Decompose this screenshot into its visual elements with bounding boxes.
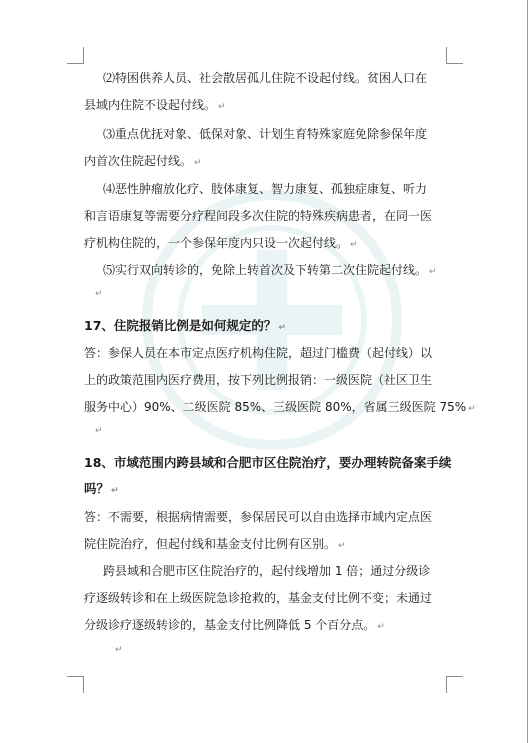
- text-line: 跨县域和合肥市区住院治疗的，起付线增加 1 倍；通过分级诊: [103, 564, 431, 578]
- text-line: ⑵特困供养人员、社会散居孤儿住院不设起付线。贫困人口在: [103, 71, 428, 85]
- empty-paragraph-mark: ↵: [95, 426, 103, 436]
- empty-paragraph-mark: ↵: [115, 645, 123, 655]
- question-heading-17: 17、住院报销比例是如何规定的？ ↵: [84, 318, 286, 333]
- text-line: 疗逐级转诊和在上级医院急诊抢救的，基金支付比例不变；未通过: [84, 591, 433, 605]
- text-line: 上的政策范围内医疗费用，按下列比例报销：一级医院（社区卫生: [84, 373, 433, 387]
- crop-mark-bottom-left: [67, 676, 84, 693]
- text-line: 答：参保人员在本市定点医疗机构住院，超过门槛费（起付线）以: [84, 346, 433, 360]
- text-line: 服务中心）90%、二级医院 85%、三级医院 80%，省属三级医院 75% ↵: [84, 400, 476, 414]
- empty-paragraph-mark: ↵: [95, 289, 103, 299]
- text-line: 内首次住院起付线。 ↵: [84, 154, 202, 168]
- text-line: 院住院治疗，但起付线和基金支付比例有区别。 ↵: [84, 537, 346, 551]
- text-line: ⑶重点优抚对象、低保对象、计划生育特殊家庭免除参保年度: [103, 127, 428, 141]
- crop-mark-top-left: [67, 47, 84, 64]
- crop-mark-top-right: [446, 47, 463, 64]
- text-line: 答：不需要，根据病情需要，参保居民可以自由选择市域内定点医: [84, 510, 433, 524]
- text-line: 分级诊疗逐级转诊的，基金支付比例降低 5 个百分点。 ↵: [84, 618, 385, 632]
- text-line: ⑸实行双向转诊的，免除上转首次及下转第二次住院起付线。 ↵: [103, 263, 437, 277]
- text-line: ⑷恶性肿瘤放化疗、肢体康复、智力康复、孤独症康复、听力: [103, 182, 428, 196]
- text-line: 县域内住院不设起付线。 ↵: [84, 98, 226, 112]
- text-line: 疗机构住院的，一个参保年度内只设一次起付线。 ↵: [84, 236, 358, 250]
- question-heading-18: 18、市域范围内跨县域和合肥市区住院治疗，要办理转院备案手续: [84, 455, 452, 470]
- question-heading-18-cont: 吗？ ↵: [84, 481, 119, 496]
- crop-mark-bottom-right: [446, 676, 463, 693]
- text-line: 和言语康复等需要分疗程间段多次住院的特殊疾病患者，在同一医: [84, 209, 433, 223]
